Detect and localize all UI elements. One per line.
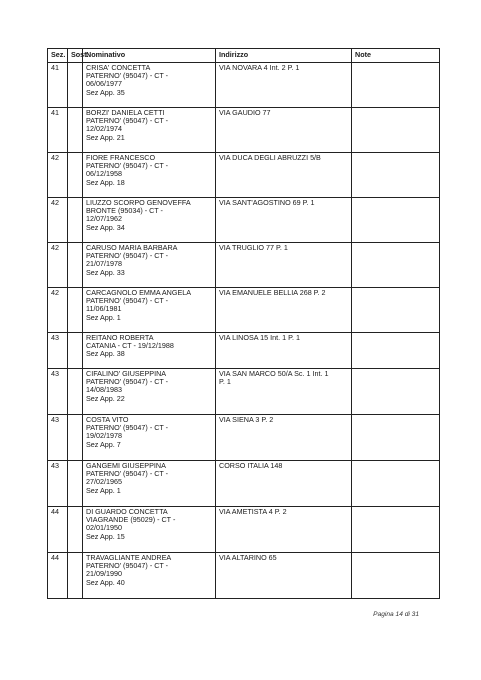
nominativo-date: 06/06/1977: [86, 79, 122, 89]
cell-sez: 41: [48, 63, 68, 108]
cell-indirizzo: [216, 333, 352, 369]
nominativo-date: 06/12/1958: [86, 169, 122, 179]
cell-note: [352, 507, 440, 553]
nominativo-app: Sez App. 18: [86, 177, 125, 187]
nominativo-app: Sez App. 15: [86, 531, 125, 541]
cell-note: [352, 63, 440, 108]
indirizzo-line: CORSO ITALIA 148: [219, 461, 283, 470]
nominativo-birth: PATERNO' (95047) - CT -: [86, 116, 169, 126]
cell-sost: [68, 108, 83, 153]
nominativo-birth: PATERNO' (95047) - CT -: [86, 561, 169, 571]
cell-nominativo: [83, 333, 216, 369]
cell-note: [352, 153, 440, 198]
cell-note: [352, 369, 440, 415]
indirizzo-line: VIA AMETISTA 4 P. 2: [219, 507, 287, 516]
indirizzo-line: VIA DUCA DEGLI ABRUZZI 5/B: [219, 153, 321, 162]
nominativo-date: 27/02/1965: [86, 477, 122, 487]
nominativo-app: Sez App. 34: [86, 222, 125, 232]
nominativo-date: 12/07/1962: [86, 214, 122, 224]
cell-nominativo: [83, 63, 216, 108]
nominativo-date: 21/07/1978: [86, 259, 122, 269]
nominativo-name: CARUSO MARIA BARBARA: [86, 243, 178, 252]
cell-sost: [68, 415, 83, 461]
nominativo-name: COSTA VITO: [86, 415, 129, 424]
table-row: [48, 153, 440, 198]
cell-nominativo: [83, 108, 216, 153]
nominativo-birth: VIAGRANDE (95029) - CT -: [86, 515, 176, 525]
cell-indirizzo: [216, 243, 352, 288]
indirizzo-line: VIA SAN MARCO 50/A Sc. 1 Int. 1: [219, 369, 329, 378]
cell-sez: 41: [48, 108, 68, 153]
nominativo-name: GANGEMI GIUSEPPINA: [86, 461, 166, 470]
nominativo-birth: PATERNO' (95047) - CT -: [86, 469, 169, 479]
indirizzo-line: VIA SANT'AGOSTINO 69 P. 1: [219, 198, 315, 207]
cell-indirizzo: [216, 288, 352, 333]
cell-sez: 42: [48, 288, 68, 333]
table-row: [48, 369, 440, 415]
cell-sost: [68, 288, 83, 333]
table-body: [48, 63, 440, 599]
nominativo-name: FIORE FRANCESCO: [86, 153, 156, 162]
cell-nominativo: [83, 198, 216, 243]
page-number: Pagina 14 di 31: [373, 611, 419, 618]
nominativo-birth: PATERNO' (95047) - CT -: [86, 71, 169, 81]
nominativo-name: REITANO ROBERTA: [86, 333, 154, 342]
indirizzo-line: VIA NOVARA 4 Int. 2 P. 1: [219, 63, 300, 72]
nominativo-birth: PATERNO' (95047) - CT -: [86, 161, 169, 171]
table-row: [48, 415, 440, 461]
cell-nominativo: [83, 415, 216, 461]
nominativo-name: LIUZZO SCORPO GENOVEFFA: [86, 198, 191, 207]
cell-nominativo: [83, 153, 216, 198]
header-indirizzo: Indirizzo: [216, 49, 352, 63]
cell-indirizzo: [216, 153, 352, 198]
cell-sost: [68, 63, 83, 108]
cell-indirizzo: [216, 461, 352, 507]
cell-sost: [68, 507, 83, 553]
nominativo-name: DI GUARDO CONCETTA: [86, 507, 168, 516]
header-note: Note: [352, 49, 440, 63]
cell-nominativo: [83, 553, 216, 599]
cell-nominativo: [83, 369, 216, 415]
nominativo-name: CIFALINO' GIUSEPPINA: [86, 369, 167, 378]
cell-nominativo: [83, 507, 216, 553]
nominativo-date: 19/02/1978: [86, 431, 122, 441]
cell-nominativo: [83, 288, 216, 333]
nominativo-birth: PATERNO' (95047) - CT -: [86, 296, 169, 306]
cell-nominativo: [83, 461, 216, 507]
indirizzo-line: VIA ALTARINO 65: [219, 553, 277, 562]
nominativo-date: 21/09/1990: [86, 569, 122, 579]
table-row: [48, 333, 440, 369]
indirizzo-line: VIA TRUGLIO 77 P. 1: [219, 243, 288, 252]
nominativo-app: Sez App. 22: [86, 393, 125, 403]
cell-sez: 42: [48, 153, 68, 198]
nominativo-birth: PATERNO' (95047) - CT -: [86, 377, 169, 387]
nominativo-app: Sez App. 1: [86, 485, 121, 495]
table-row: [48, 288, 440, 333]
table-row: [48, 63, 440, 108]
table-row: [48, 553, 440, 599]
cell-sez: 42: [48, 243, 68, 288]
nominativo-birth: PATERNO' (95047) - CT -: [86, 251, 169, 261]
cell-sost: [68, 243, 83, 288]
nominativo-birth: PATERNO' (95047) - CT -: [86, 423, 169, 433]
cell-sost: [68, 333, 83, 369]
header-sez: Sez.: [48, 49, 68, 63]
indirizzo-line: VIA GAUDIO 77: [219, 108, 271, 117]
cell-indirizzo: [216, 198, 352, 243]
cell-sez: 42: [48, 198, 68, 243]
cell-sez: 44: [48, 553, 68, 599]
indirizzo-line: VIA LINOSA 15 Int. 1 P. 1: [219, 333, 300, 342]
nominativo-date: 14/08/1983: [86, 385, 122, 395]
cell-note: [352, 198, 440, 243]
table-row: [48, 461, 440, 507]
cell-sez: 43: [48, 415, 68, 461]
indirizzo-line: VIA EMANUELE BELLIA 268 P. 2: [219, 288, 326, 297]
nominativo-app: Sez App. 1: [86, 312, 121, 322]
cell-sez: 43: [48, 333, 68, 369]
table-header-row: [48, 49, 440, 63]
cell-indirizzo: [216, 369, 352, 415]
nominativo-app: Sez App. 33: [86, 267, 125, 277]
cell-note: [352, 415, 440, 461]
nominativo-app: Sez App. 35: [86, 87, 125, 97]
cell-note: [352, 333, 440, 369]
table-row: [48, 243, 440, 288]
header-nominativo: Nominativo: [83, 49, 216, 63]
nominativo-date: 12/02/1974: [86, 124, 122, 134]
indirizzo-line: VIA SIENA 3 P. 2: [219, 415, 274, 424]
nominativo-name: TRAVAGLIANTE ANDREA: [86, 553, 172, 562]
cell-note: [352, 243, 440, 288]
cell-indirizzo: [216, 415, 352, 461]
cell-indirizzo: [216, 63, 352, 108]
nominativo-birth: CATANIA - CT - 19/12/1988: [86, 341, 174, 351]
cell-sost: [68, 461, 83, 507]
nominativo-name: CARCAGNOLO EMMA ANGELA: [86, 288, 192, 297]
table-row: [48, 198, 440, 243]
nominativo-app: Sez App. 7: [86, 439, 121, 449]
nominativo-name: BORZI' DANIELA CETTI: [86, 108, 165, 117]
table-row: [48, 108, 440, 153]
cell-sez: 44: [48, 507, 68, 553]
cell-indirizzo: [216, 108, 352, 153]
cell-indirizzo: [216, 553, 352, 599]
cell-nominativo: [83, 243, 216, 288]
cell-note: [352, 288, 440, 333]
cell-sost: [68, 153, 83, 198]
cell-sost: [68, 369, 83, 415]
cell-note: [352, 108, 440, 153]
nominativo-app: Sez App. 21: [86, 132, 125, 142]
nominativo-birth: BRONTE (95034) - CT -: [86, 206, 163, 216]
cell-note: [352, 553, 440, 599]
cell-sez: 43: [48, 461, 68, 507]
nominativo-date: 02/01/1950: [86, 523, 122, 533]
nominativo-app: Sez App. 40: [86, 577, 125, 587]
nominativo-app: Sez App. 38: [86, 349, 125, 359]
cell-sost: [68, 198, 83, 243]
header-sost: Sost.: [68, 49, 83, 63]
roster-table: [47, 48, 440, 599]
cell-sez: 43: [48, 369, 68, 415]
indirizzo-line: P. 1: [219, 377, 231, 387]
table-row: [48, 507, 440, 553]
cell-sost: [68, 553, 83, 599]
cell-indirizzo: [216, 507, 352, 553]
nominativo-date: 11/06/1981: [86, 304, 122, 314]
nominativo-name: CRISA' CONCETTA: [86, 63, 151, 72]
cell-note: [352, 461, 440, 507]
